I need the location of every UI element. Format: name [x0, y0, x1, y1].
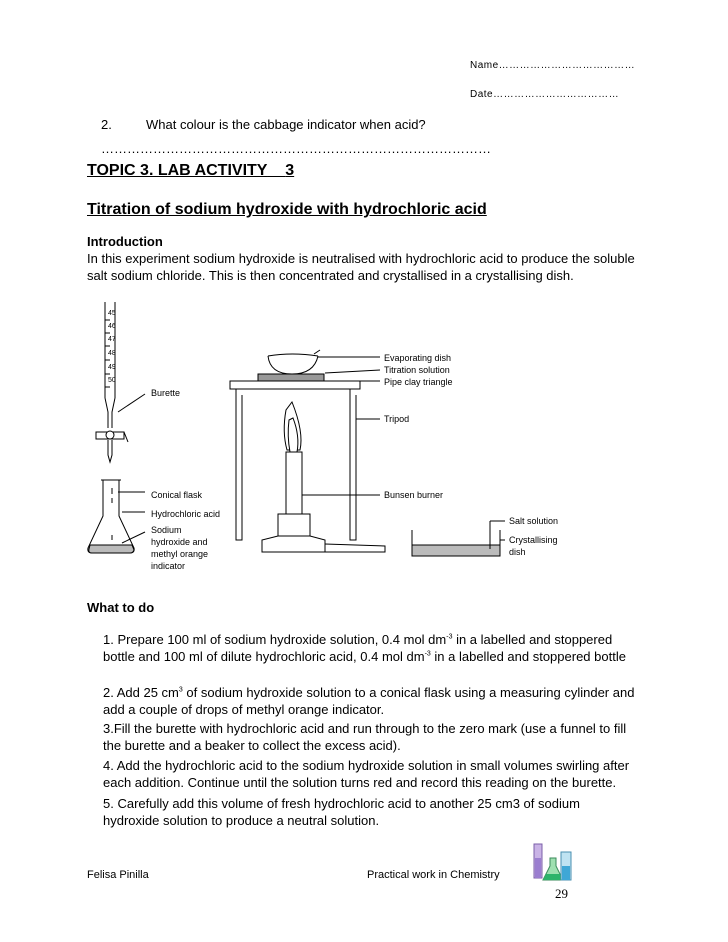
burette-scale-46: 46: [108, 323, 116, 330]
label-salt-solution: Salt solution: [509, 516, 559, 526]
date-field-label: Date………………………………: [470, 89, 620, 100]
label-burette: Burette: [151, 388, 181, 398]
question-text: What colour is the cabbage indicator when acid?: [146, 117, 426, 132]
lab-glassware-icon: [530, 840, 576, 886]
step-2: 2. Add 25 $cm^3$ of sodium hydroxide solution to a conical flask using a measuring cylinder and add a couple of drops of methyl orange indicator.: [103, 685, 635, 717]
stopcock: [96, 431, 128, 462]
introduction-heading: Introduction: [87, 234, 163, 249]
label-hydrochloric-acid: Hydrochloric acid: [151, 509, 221, 519]
burette-scale-49: 49: [108, 364, 116, 371]
name-field-label: Name…………………………………: [470, 60, 636, 71]
page-number: 29: [555, 886, 568, 901]
introduction-line-2: salt sodium chloride. This is then concentrated and crystallised in a crystallising dish.: [87, 268, 574, 283]
label-bunsen-burner: Bunsen burner: [384, 490, 444, 500]
footer-course: Practical work in Chemistry: [367, 869, 500, 881]
label-conical-flask: Conical flask: [151, 490, 203, 500]
burette-scale-50: 50: [108, 377, 116, 384]
page-title: Titration of sodium hydroxide with hydrochloric acid: [87, 201, 487, 218]
topic-prefix: TOPIC 3. LAB ACTIVITY: [87, 162, 268, 179]
burette-scale-45: 45: [108, 310, 116, 317]
topic-number: 3: [285, 162, 295, 179]
question-number: 2.: [101, 117, 112, 132]
label-titration-solution: Titration solution: [384, 365, 450, 375]
crystallising-dish: [412, 530, 500, 556]
label-sodium-hydroxide: Sodium hydroxide and methyl orange indicator: [151, 525, 209, 571]
answer-line: ………………………………………………………………………………: [101, 141, 491, 156]
bunsen-burner: [262, 402, 385, 552]
label-tripod: Tripod: [384, 414, 410, 424]
evaporating-dish: [258, 350, 324, 381]
step-5: 5. Carefully add this volume of fresh hydrochloric acid to another 25 cm3 of sodium hydroxide solution to produce a neutral solution.: [103, 796, 580, 828]
label-crystallising-dish: Crystallising dish: [509, 535, 558, 557]
step-3: 3.Fill the burette with hydrochloric acid and run through to the zero mark (use a funnel to fill the burette and a beaker to collect the excess acid).: [103, 721, 627, 753]
burette-scale-48: 48: [108, 350, 116, 357]
label-evaporating-dish: Evaporating dish: [384, 353, 452, 363]
label-pipe-clay-triangle: Pipe clay triangle: [384, 377, 453, 387]
introduction-line-1: In this experiment sodium hydroxide is neutralised with hydrochloric acid to produce the soluble: [87, 251, 635, 266]
step-4: 4. Add the hydrochloric acid to the sodium hydroxide solution in small volumes swirling after each addition. Continue until the solution turns red and record this reading on the burette.: [103, 758, 630, 790]
footer-author: Felisa Pinilla: [87, 869, 149, 881]
step-1: 1. Prepare 100 ml of sodium hydroxide solution, 0.4 mol $dm^{-3}$ in a labelled and stoppered bottle and 100 ml of dilute hydrochloric acid, 0.4 mol $dm^{-3}$ in a labelled and stoppered bottle: [103, 632, 626, 664]
conical-flask: [88, 394, 145, 553]
what-to-do-heading: What to do: [87, 600, 155, 615]
burette-scale-47: 47: [108, 336, 116, 343]
